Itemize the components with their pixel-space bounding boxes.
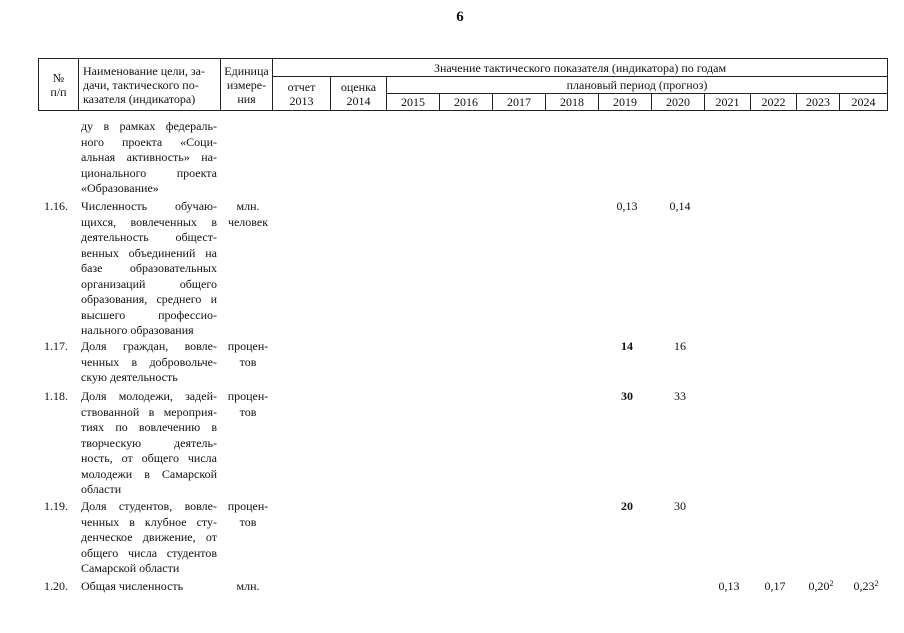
header-year: 2020 bbox=[652, 94, 705, 111]
indicator-name: Доля молодежи, задей- ствованной в мероприя- тиях по вовлечению в творческую деятель- ность, от общего числа молодежи в Самарской области bbox=[81, 389, 217, 496]
row-number: 1.20. bbox=[44, 579, 68, 593]
header-year: 2021 bbox=[705, 94, 751, 111]
header-name: Наименование цели, за- дачи, тактического по- казателя (индикатора) bbox=[79, 59, 221, 111]
indicator-value: 0,23$^2$ bbox=[853, 579, 879, 593]
header-year: 2018 bbox=[546, 94, 599, 111]
indicator-value: 30 bbox=[621, 389, 633, 403]
header-year: 2015 bbox=[387, 94, 440, 111]
indicator-value: 0,13 bbox=[718, 579, 740, 593]
unit-of-measure: млн. bbox=[236, 579, 260, 593]
header-planned: плановый период (прогноз) bbox=[387, 77, 888, 94]
header-year: 2016 bbox=[440, 94, 493, 111]
indicator-value: 16 bbox=[674, 339, 686, 353]
header-year: 2023 bbox=[797, 94, 840, 111]
indicator-value: 0,14 bbox=[669, 199, 691, 213]
row-number: 1.18. bbox=[44, 389, 68, 403]
indicator-name: Численность обучаю- щихся, вовлеченных в деятельность общест- венных объединений на базе образовательных организаций общего образования, среднего и высшего профессио- нального образования bbox=[81, 199, 217, 337]
header-unit: Единица измере- ния bbox=[221, 59, 273, 111]
indicator-value: 0,13 bbox=[616, 199, 638, 213]
header-year: 2024 bbox=[840, 94, 888, 111]
page-number: 6 bbox=[456, 9, 464, 25]
indicator-value: 0,20$^2$ bbox=[808, 579, 834, 593]
indicator-value: 30 bbox=[674, 499, 686, 513]
header-values-title: Значение тактического показателя (индикатора) по годам bbox=[273, 59, 888, 77]
indicator-name: Общая численность bbox=[81, 579, 184, 593]
unit-of-measure: процен- тов bbox=[227, 339, 269, 369]
unit-of-measure: млн. человек bbox=[227, 199, 269, 229]
header-year: 2022 bbox=[751, 94, 797, 111]
indicator-name: Доля граждан, вовле- ченных в добровольче- скую деятельность bbox=[81, 339, 217, 384]
header-estimate: оценка 2014 bbox=[331, 77, 387, 111]
indicator-name: Доля студентов, вовле- ченных в клубное сту- денческое движение, от общего числа студентов Самарской области bbox=[81, 499, 217, 575]
indicator-value: 0,17 bbox=[764, 579, 786, 593]
indicator-name: ду в рамках федераль- ного проекта «Соци- альная активность» на- ционального проекта «Образование» bbox=[81, 119, 217, 195]
indicator-value: 33 bbox=[674, 389, 686, 403]
indicator-value: 14 bbox=[621, 339, 633, 353]
unit-of-measure: процен- тов bbox=[227, 389, 269, 419]
header-report: отчет 2013 bbox=[273, 77, 331, 111]
unit-of-measure: процен- тов bbox=[227, 499, 269, 529]
row-number: 1.17. bbox=[44, 339, 68, 353]
header-year: 2019 bbox=[599, 94, 652, 111]
row-number: 1.16. bbox=[44, 199, 68, 213]
indicator-value: 20 bbox=[621, 499, 633, 513]
row-number: 1.19. bbox=[44, 499, 68, 513]
table-header bbox=[38, 58, 888, 111]
header-num: № п/п bbox=[39, 59, 79, 111]
header-year: 2017 bbox=[493, 94, 546, 111]
